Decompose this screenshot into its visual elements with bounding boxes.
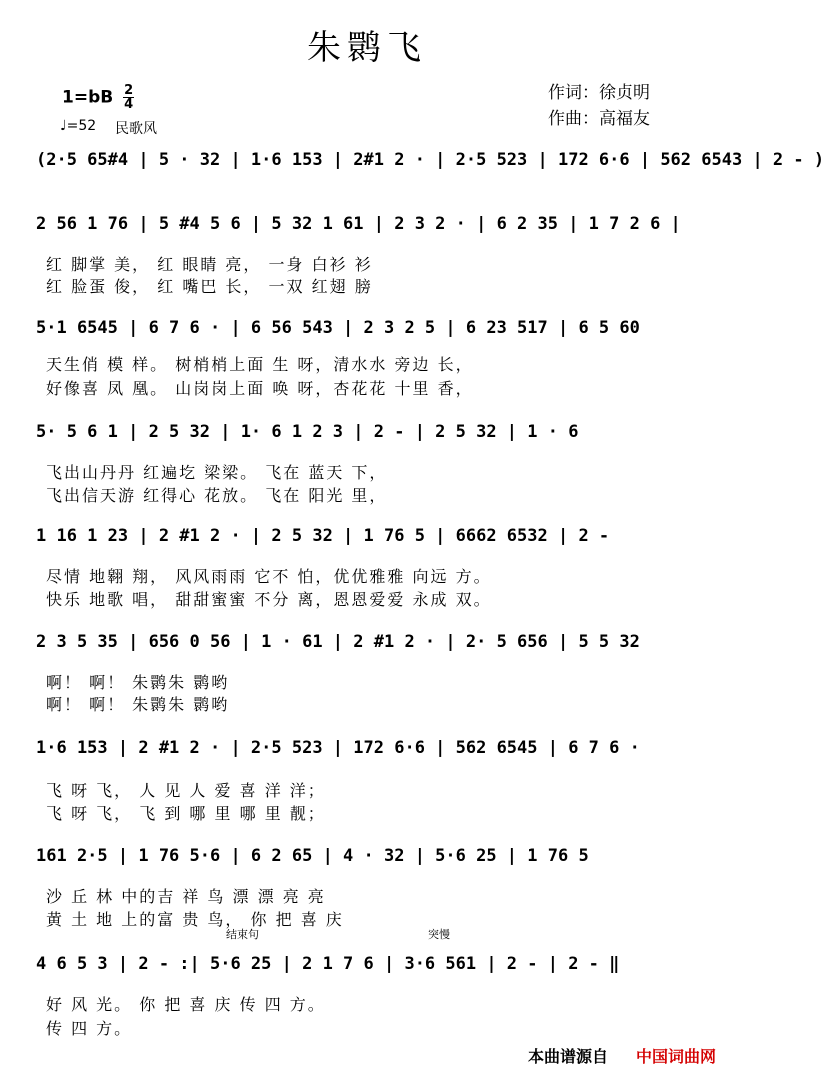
notation-row: 2 56 1 76 | 5 #4 5 6 | 5 32 1 61 | 2 3 2 · | 6 2 35 | 1 7 2 6 | [36, 214, 681, 234]
notation-row: 2 3 5 35 | 656 0 56 | 1 · 61 | 2 #1 2 · | 2· 5 656 | 5 5 32 [36, 632, 640, 652]
source-site-link[interactable]: 中国词曲网 [636, 1047, 717, 1066]
lyric-verse-2: 红 脸蛋 俊， 红 嘴巴 长， 一双 红翅 膀 [46, 277, 373, 296]
lyric-verse-1: 啊！ 啊！ 朱鹮朱 鹮哟 [46, 673, 230, 692]
lyric-verse-1: 尽情 地翱 翔， 风风雨雨 它不 怕，优优雅雅 向远 方。 [46, 567, 492, 586]
sudden-slow-mark: 突慢 [428, 928, 450, 941]
ending-phrase-mark: 结束句 [226, 928, 259, 941]
style-marking: 民歌风 [115, 121, 157, 137]
lyric-verse-2: 快乐 地歌 唱， 甜甜蜜蜜 不分 离，恩恩爱爱 永成 双。 [46, 590, 492, 609]
time-signature [123, 84, 134, 111]
song-title: 朱鹮飞 [307, 28, 427, 68]
lyric-verse-1: 好 风 光。 你 把 喜 庆 传 四 方。 [46, 995, 326, 1014]
lyric-verse-2: 啊！ 啊！ 朱鹮朱 鹮哟 [46, 695, 230, 714]
composer-credit: 作曲：高福友 [548, 109, 650, 129]
notation-row: 5· 5 6 1 | 2 5 32 | 1· 6 1 2 3 | 2 - | 2 5 32 | 1 · 6 [36, 422, 579, 442]
lyric-verse-2: 好像喜 凤 凰。 山岗岗上面 唤 呀，杏花花 十里 香， [46, 379, 474, 398]
notation-row: 161 2·5 | 1 76 5·6 | 6 2 65 | 4 · 32 | 5·6 25 | 1 76 5 [36, 846, 589, 866]
notation-row: 1·6 153 | 2 #1 2 · | 2·5 523 | 172 6·6 | 562 6545 | 6 7 6 · [36, 738, 640, 758]
lyric-verse-2: 飞 呀 飞， 飞 到 哪 里 哪 里 靓； [46, 804, 326, 823]
lyric-verse-1: 红 脚掌 美， 红 眼睛 亮， 一身 白衫 衫 [46, 255, 373, 274]
notation-row: 4 6 5 3 | 2 - :| 5·6 25 | 2 1 7 6 | 3·6 561 | 2 - | 2 - ‖ [36, 954, 620, 974]
lyric-verse-1: 天生俏 模 样。 树梢梢上面 生 呀，清水水 旁边 长， [46, 355, 474, 374]
time-signature-bottom: 4 [124, 97, 134, 112]
lyric-verse-2: 黄 土 地 上的富 贵 鸟， 你 把 喜 庆 [46, 910, 344, 929]
tempo-marking: ♩=52 [60, 118, 97, 134]
lyricist-credit: 作词：徐贞明 [548, 83, 650, 103]
lyric-verse-2: 传 四 方。 [46, 1019, 133, 1038]
lyric-verse-1: 飞出山丹丹 红遍圪 梁梁。 飞在 蓝天 下， [46, 463, 388, 482]
notation-row: 5·1 6545 | 6 7 6 · | 6 56 543 | 2 3 2 5 | 6 23 517 | 6 5 60 [36, 318, 640, 338]
notation-row: (2·5 65#4 | 5 · 32 | 1·6 153 | 2#1 2 · | 2·5 523 | 172 6·6 | 562 6543 | 2 - ) [36, 150, 824, 170]
key-signature [62, 84, 134, 111]
time-signature-top: 2 [124, 83, 134, 98]
key-text: 1=bB [62, 87, 114, 108]
lyric-verse-2: 飞出信天游 红得心 花放。 飞在 阳光 里， [46, 486, 388, 505]
notation-row: 1 16 1 23 | 2 #1 2 · | 2 5 32 | 1 76 5 | 6662 6532 | 2 - [36, 526, 610, 546]
lyric-verse-1: 沙 丘 林 中的吉 祥 鸟 漂 漂 亮 亮 [46, 887, 326, 906]
lyric-verse-1: 飞 呀 飞， 人 见 人 爱 喜 洋 洋； [46, 781, 326, 800]
source-label: 本曲谱源自 [528, 1047, 609, 1066]
